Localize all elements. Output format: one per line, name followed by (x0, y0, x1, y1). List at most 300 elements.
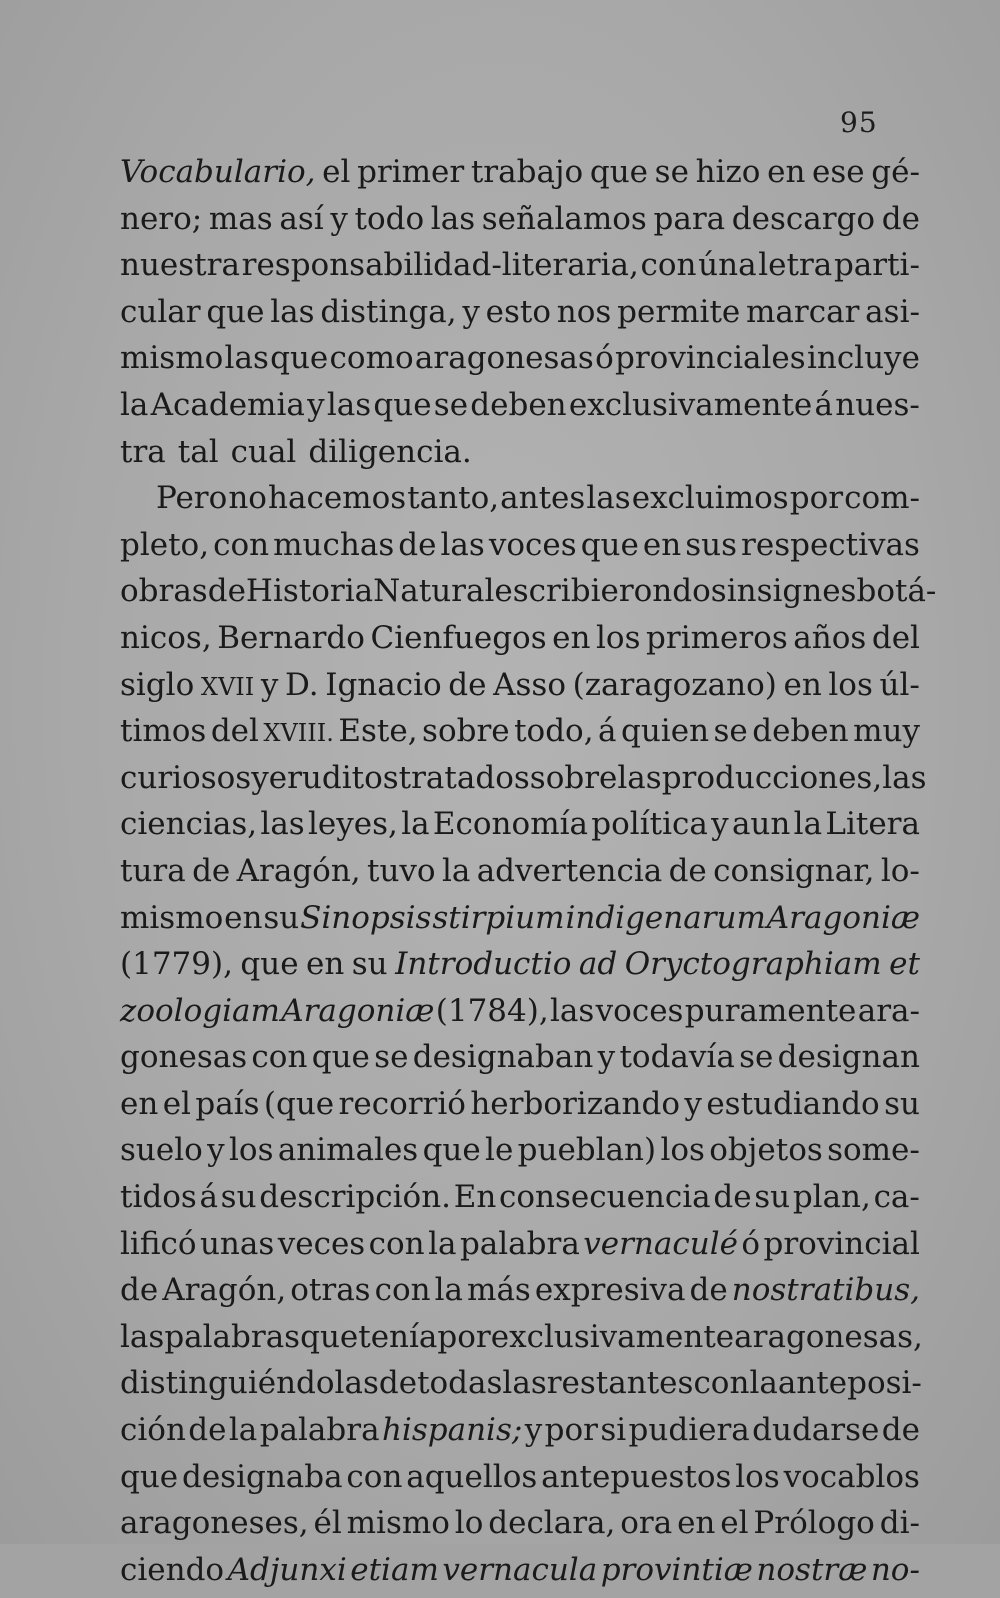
word: las (326, 386, 372, 423)
word: en (677, 1505, 716, 1542)
word: los (228, 1132, 274, 1169)
word: las (120, 1318, 165, 1355)
word: se (739, 1039, 774, 1076)
word: Bernardo (217, 619, 365, 656)
word: tuvo (366, 852, 436, 889)
word: la (120, 386, 149, 423)
word: y (684, 1085, 702, 1122)
word: palabra (459, 1225, 580, 1262)
word: se (654, 154, 689, 190)
word: aun (731, 806, 791, 843)
word: primeros (646, 619, 788, 656)
word: por (789, 480, 844, 517)
word: de (192, 852, 231, 889)
italic-word: et (889, 946, 920, 983)
word: tratados (398, 759, 530, 796)
word: más (467, 1272, 531, 1309)
word: con (368, 1225, 425, 1262)
text-line (120, 900, 920, 947)
word: distinga, (320, 293, 457, 330)
word: (1779), (120, 946, 233, 983)
word: con (693, 1365, 750, 1402)
word: que (580, 526, 639, 563)
word: pueblan) (517, 1132, 657, 1169)
word: de (120, 1272, 159, 1309)
word: objetos (709, 1132, 823, 1169)
word: como (329, 340, 414, 377)
text-line (120, 294, 920, 341)
word: que (422, 1132, 481, 1169)
word: todo (354, 200, 425, 237)
word: XVIII. (263, 719, 334, 748)
word: Litera (825, 806, 920, 843)
word: y (597, 1039, 616, 1076)
text-line (120, 713, 920, 760)
word: la (228, 1412, 258, 1449)
text-line (120, 527, 920, 574)
word: diligencia. (308, 433, 472, 470)
word: los (596, 619, 641, 656)
word: todo, (514, 713, 594, 750)
word: por (544, 1412, 598, 1449)
italic-word: nostræ (756, 1551, 868, 1588)
italic-word: etiam (350, 1551, 439, 1588)
word: timos (120, 713, 207, 750)
text-line (120, 993, 920, 1040)
italic-word: zoologiam (120, 992, 280, 1029)
word: asi- (865, 293, 920, 330)
word: de (188, 1412, 227, 1449)
italic-word: nostratibus, (731, 1272, 920, 1309)
word: palabra (259, 1412, 380, 1449)
word: gé- (871, 154, 920, 190)
word: cular (120, 293, 201, 330)
word: el (162, 1085, 191, 1122)
text-line (120, 1039, 920, 1086)
word: hacemos (268, 480, 407, 517)
text-line (120, 667, 920, 714)
word: en (783, 666, 822, 703)
word: las (502, 1365, 547, 1402)
word: quien (621, 713, 710, 750)
italic-word: no- (870, 1551, 920, 1588)
word: que (120, 1458, 179, 1495)
word: mismo (120, 340, 224, 377)
word: se (713, 713, 748, 750)
word: voces (595, 992, 684, 1029)
word: incluye (806, 340, 920, 377)
word: com- (844, 480, 920, 517)
word: y (711, 806, 729, 843)
word: con (346, 1458, 403, 1495)
word: curiosos (120, 759, 252, 796)
text-line (120, 1505, 920, 1552)
word: le (485, 1132, 514, 1169)
word: ora (620, 1505, 673, 1542)
word: permite (617, 293, 741, 330)
word: país (195, 1085, 260, 1122)
word: descripción. (259, 1179, 452, 1216)
word: lo- (880, 852, 920, 889)
italic-word: Oryctographiam (624, 946, 882, 983)
text-line (120, 1318, 923, 1366)
word: provinciales (615, 340, 806, 377)
word: los (735, 1458, 780, 1495)
word: las (270, 293, 315, 330)
word: distinguiéndolas (120, 1365, 379, 1402)
word: sobre (422, 713, 510, 750)
italic-word: Aragoniæ (766, 899, 920, 936)
word: en (552, 619, 591, 656)
word: de (378, 1365, 418, 1402)
text-line (120, 1459, 920, 1506)
word: estudiando (706, 1085, 880, 1122)
word: el (322, 154, 351, 190)
word: letra (758, 247, 833, 284)
word: antes (500, 480, 586, 517)
word: dudarse (752, 1412, 880, 1449)
word: excluimos (631, 480, 789, 517)
word: aragonesas (414, 340, 594, 377)
word: tidos (120, 1179, 197, 1216)
word: exclusivamente (490, 1318, 735, 1355)
text-line (120, 620, 920, 667)
text-line (120, 806, 920, 853)
text-line (120, 759, 927, 807)
word: y (207, 1132, 225, 1169)
word: á (199, 1179, 218, 1216)
word: respectivas (741, 526, 920, 563)
word: sus (685, 526, 738, 563)
page-number: 95 (840, 106, 878, 139)
word: muchas (273, 526, 395, 563)
word: y (307, 386, 325, 423)
word: exclusivamente (568, 386, 813, 423)
word: tenía (358, 1318, 438, 1355)
word: de (713, 1179, 752, 1216)
word: en (306, 946, 345, 983)
italic-word: indigenarum (565, 899, 766, 936)
word: puramente (684, 992, 857, 1029)
text-line (120, 247, 920, 294)
word: recorrió (338, 1085, 466, 1122)
word: que (240, 946, 299, 983)
word: unas (199, 1225, 275, 1262)
word: las (617, 759, 662, 796)
word: ó (741, 1225, 761, 1262)
text-line (120, 853, 920, 900)
word: las (224, 340, 269, 377)
word: las (430, 200, 476, 237)
word: ó (595, 340, 614, 377)
word: vocablos (783, 1458, 920, 1495)
word: que (311, 1039, 370, 1076)
word: consecuencia (499, 1179, 711, 1216)
word: nues- (835, 386, 920, 423)
word: Historia (245, 573, 374, 610)
word: insignes (726, 573, 857, 610)
word: úna (698, 247, 757, 284)
word: consignar, (713, 852, 875, 889)
word: que (589, 154, 649, 190)
word: tra (120, 433, 166, 470)
word: voces (488, 526, 577, 563)
word: que (270, 340, 329, 377)
text-line (120, 1226, 920, 1273)
word: el (720, 1505, 749, 1542)
word: designan (777, 1039, 920, 1076)
word: sobre (529, 759, 618, 796)
word: tal (177, 433, 219, 470)
text-line (120, 201, 920, 248)
text-line (120, 573, 937, 620)
text-line (120, 1132, 920, 1179)
word: veces (277, 1225, 366, 1262)
italic-word: provintiæ (600, 1551, 753, 1588)
word: todas (417, 1365, 503, 1402)
italic-word: Sinopsis (300, 899, 432, 936)
word: su (351, 946, 388, 983)
word: antepuestos (541, 1458, 732, 1495)
word: Pero (156, 480, 228, 517)
word: á (598, 713, 617, 750)
word: primer (357, 154, 465, 190)
italic-word: Vocabulario, (120, 154, 316, 190)
word: designaba (181, 1458, 343, 1495)
word: aragoneses, (120, 1505, 309, 1542)
word: del (210, 713, 259, 750)
word: así (279, 200, 324, 237)
word: la (401, 806, 430, 843)
word: se (433, 386, 469, 423)
word: provincial (763, 1225, 920, 1262)
word: eruditos (268, 759, 399, 796)
word: con (374, 1272, 431, 1309)
word: en (642, 526, 682, 563)
word: úl- (879, 666, 920, 703)
italic-word: Adjunxi (227, 1551, 347, 1588)
word: mismo (346, 1505, 450, 1542)
word: D. (284, 666, 319, 703)
text-line (120, 154, 920, 201)
word: (zaragozano) (572, 666, 777, 703)
word: con (251, 1039, 308, 1076)
italic-word: ad (578, 946, 618, 983)
word: de (689, 1272, 728, 1309)
italic-word: vernaculé (583, 1225, 738, 1262)
word: de (448, 666, 487, 703)
text-line (120, 1552, 920, 1598)
word: responsabilidad-literaria, (241, 247, 639, 284)
text-line (120, 340, 920, 387)
word: marcar (746, 293, 860, 330)
word: de (398, 526, 437, 563)
word: que (300, 1318, 359, 1355)
word: anteposi- (777, 1365, 922, 1402)
word: declara, (488, 1505, 616, 1542)
word: en (120, 1085, 159, 1122)
word: si (600, 1412, 627, 1449)
word: Asso (493, 666, 566, 703)
word: animales (277, 1132, 419, 1169)
word: él (313, 1505, 342, 1542)
word: botá- (856, 573, 937, 610)
italic-word: hispanis; (381, 1412, 523, 1449)
word: los (828, 666, 873, 703)
text-line (120, 434, 920, 481)
word: restantes (546, 1365, 694, 1402)
word: tanto, (407, 480, 500, 517)
word: y (524, 1412, 543, 1449)
word: dos (672, 573, 727, 610)
body-text (120, 154, 937, 1598)
word: Ignacio (325, 666, 442, 703)
word: muy (853, 713, 920, 750)
word: tura (120, 852, 186, 889)
word: mismo (120, 899, 224, 936)
word: lo (454, 1505, 484, 1542)
word: en (767, 154, 806, 190)
word: descargo (731, 200, 876, 237)
word: su (220, 1179, 257, 1216)
word: hizo (695, 154, 761, 190)
word: por (437, 1318, 491, 1355)
word: (que (263, 1085, 335, 1122)
text-line (120, 387, 920, 434)
word: los (660, 1132, 705, 1169)
word: su (884, 1085, 920, 1122)
word: suelo (120, 1132, 203, 1169)
word: del (871, 619, 920, 656)
word: designaban (412, 1039, 594, 1076)
word: leyes, (308, 806, 398, 843)
word: nuestra (120, 247, 240, 284)
word: su (263, 899, 300, 936)
word: y (462, 293, 480, 330)
word: cual (230, 433, 297, 470)
text-line (120, 1272, 920, 1319)
word: las (440, 526, 485, 563)
word: ese (812, 154, 865, 190)
word: con (640, 247, 697, 284)
word: á (814, 386, 833, 423)
word: trabajo (470, 154, 584, 190)
text-line (120, 946, 920, 993)
word: pudiera (628, 1412, 750, 1449)
italic-word: stirpium (432, 899, 565, 936)
word: Academia (150, 386, 305, 423)
word: Este, (338, 713, 418, 750)
word: deben (752, 713, 849, 750)
word: palabras (164, 1318, 301, 1355)
word: aquellos (406, 1458, 538, 1495)
word: que (373, 386, 432, 423)
word: y (330, 200, 348, 237)
word: aragonesas, (734, 1318, 923, 1355)
word: advertencia (476, 852, 663, 889)
word: plan, (792, 1179, 871, 1216)
word: que (206, 293, 265, 330)
word: En (453, 1179, 497, 1216)
text-line (120, 1179, 920, 1226)
word: nero; (120, 200, 203, 237)
word: la (749, 1365, 778, 1402)
word: deben (470, 386, 567, 423)
word: la (441, 852, 471, 889)
word: escribieron (494, 573, 673, 610)
word: Aragón, (162, 1272, 287, 1309)
word: producciones, (661, 759, 883, 796)
word: ciendo (120, 1551, 225, 1588)
word: de (668, 852, 707, 889)
word: todavía (619, 1039, 735, 1076)
word: otras (290, 1272, 371, 1309)
word: y (260, 666, 279, 703)
word: ción (120, 1412, 186, 1449)
word: política (591, 806, 708, 843)
word: de (881, 1412, 920, 1449)
word: parti- (833, 247, 920, 284)
word: mas (208, 200, 273, 237)
word: y (251, 759, 269, 796)
word: esto (485, 293, 552, 330)
word: expresiva (534, 1272, 686, 1309)
word: la (793, 806, 823, 843)
word: Economía (432, 806, 588, 843)
word: some- (827, 1132, 920, 1169)
word: años (793, 619, 867, 656)
word: (1784), (435, 992, 549, 1029)
word: las (260, 806, 305, 843)
word: en (224, 899, 263, 936)
italic-word: Aragoniæ (281, 992, 435, 1029)
word: gonesas (120, 1039, 248, 1076)
word: ca- (873, 1179, 920, 1216)
text-line (120, 1412, 920, 1459)
word: la (428, 1225, 457, 1262)
word: Aragón, (236, 852, 361, 889)
word: ciencias, (120, 806, 258, 843)
word: siglo (120, 666, 195, 703)
word: la (434, 1272, 464, 1309)
word: su (754, 1179, 791, 1216)
word: pleto, (120, 526, 210, 563)
word: las (586, 480, 631, 517)
word: nicos, (120, 619, 212, 656)
text-line (120, 480, 920, 527)
text-line (120, 1086, 920, 1133)
word: Cienfuegos (370, 619, 547, 656)
text-line (120, 1365, 920, 1412)
word: de (207, 573, 246, 610)
word: las (882, 759, 927, 796)
word: Prólogo (753, 1505, 875, 1542)
word: nos (556, 293, 612, 330)
word: señalamos (481, 200, 647, 237)
word: de (881, 200, 920, 237)
word: obras (120, 573, 208, 610)
word: XVII (200, 672, 255, 701)
word: las (550, 992, 595, 1029)
italic-word: vernacula (442, 1551, 598, 1588)
word: con (213, 526, 270, 563)
italic-word: Introductio (395, 946, 572, 983)
word: di- (879, 1505, 920, 1542)
word: Natural (373, 573, 495, 610)
word: ara- (857, 992, 920, 1029)
word: se (374, 1039, 409, 1076)
word: herborizando (470, 1085, 681, 1122)
